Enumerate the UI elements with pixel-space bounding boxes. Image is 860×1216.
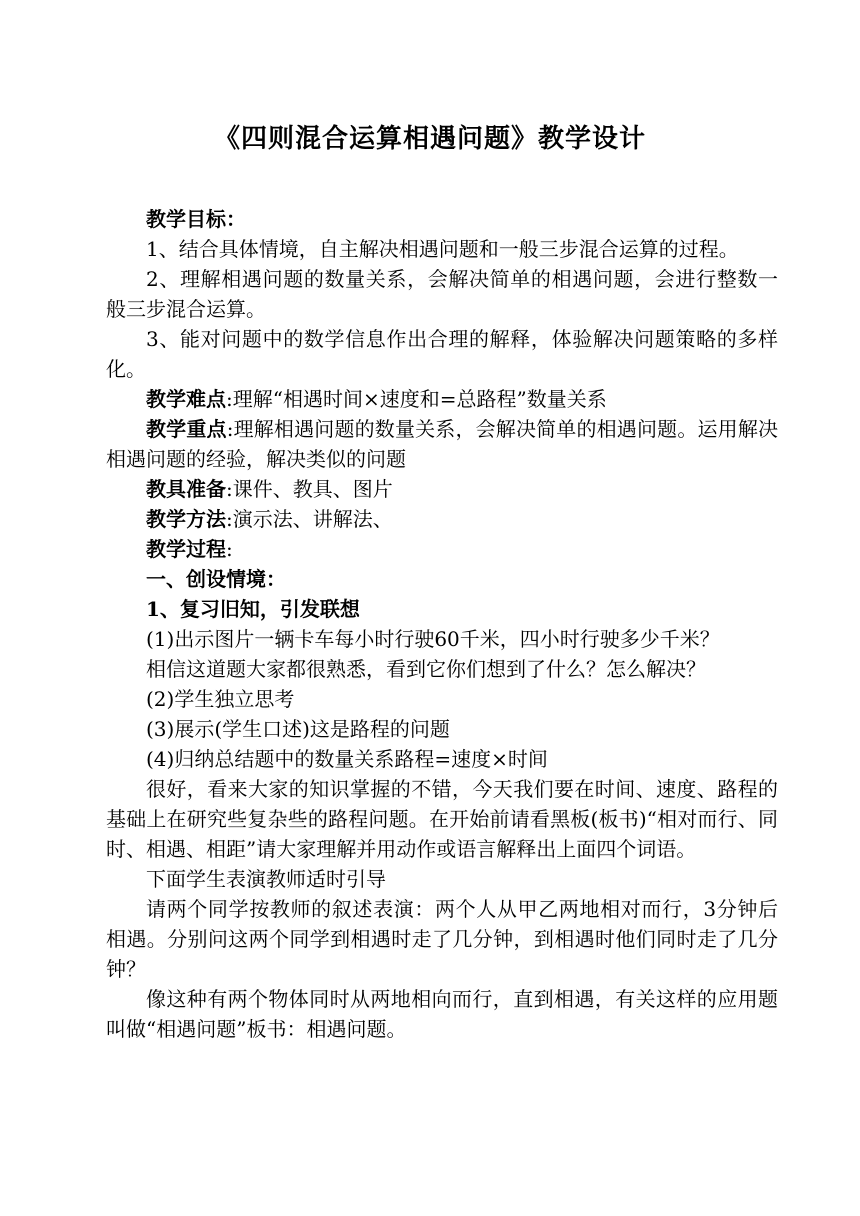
difficulty-label: 教学难点 [146,387,226,411]
tools-line [106,474,778,504]
objective-2: 2、理解相遇问题的数量关系，会解决简单的相遇问题，会进行整数一般三步混合运算。 [106,267,778,321]
step-3: (3)展示(学生口述)这是路程的问题 [146,717,450,741]
process-label: 教学过程 [146,537,226,561]
part1-sub-heading: 1、复习旧知，引发联想 [146,597,360,621]
key-label: 教学重点 [146,417,227,441]
difficulty-line [106,384,778,414]
process-line [106,534,778,564]
objective-3: 3、能对问题中的数学信息作出合理的解释，体验解决问题策略的多样化。 [106,327,778,381]
key-line [106,414,778,474]
paragraph-ask: 请两个同学按教师的叙述表演：两个人从甲乙两地相对而行，3分钟后相遇。分别问这两个同学到相遇时走了几分钟，到相遇时他们同时走了几分钟？ [106,897,778,981]
methods-text: :演示法、讲解法、 [226,507,393,531]
objective-1: 1、结合具体情境，自主解决相遇问题和一般三步混合运算的过程。 [146,237,739,261]
document-title: 《四则混合运算相遇问题》教学设计 [213,124,646,154]
tools-text: :课件、教具、图片 [226,477,393,501]
paragraph-like: 像这种有两个物体同时从两地相向而行，直到相遇，有关这样的应用题叫做“相遇问题”板书：相遇问题。 [106,987,778,1041]
process-text: : [226,537,233,561]
objectives-heading: 教学目标： [146,207,246,231]
step-2: (2)学生独立思考 [146,687,295,711]
step-4: (4)归纳总结题中的数量关系路程=速度×时间 [146,747,548,771]
part1-heading: 一、创设情境： [146,567,286,591]
document-body [106,204,778,1044]
difficulty-text: :理解“相遇时间×速度和=总路程”数量关系 [226,387,607,411]
key-text: :理解相遇问题的数量关系，会解决简单的相遇问题。运用解决相遇问题的经验，解决类似的问题 [106,417,778,471]
paragraph-believe: 相信这道题大家都很熟悉，看到它你们想到了什么？怎么解决？ [146,657,706,681]
methods-line [106,504,778,534]
methods-label: 教学方法 [146,507,226,531]
paragraph-good: 很好，看来大家的知识掌握的不错，今天我们要在时间、速度、路程的基础上在研究些复杂些的路程问题。在开始前请看黑板(板书)“相对而行、同时、相遇、相距”请大家理解并用动作或语言解释出上面四个词语。 [106,777,778,861]
paragraph-perform: 下面学生表演教师适时引导 [146,867,386,891]
step-1: (1)出示图片一辆卡车每小时行驶60千米，四小时行驶多少千米？ [146,627,720,651]
tools-label: 教具准备 [146,477,226,501]
